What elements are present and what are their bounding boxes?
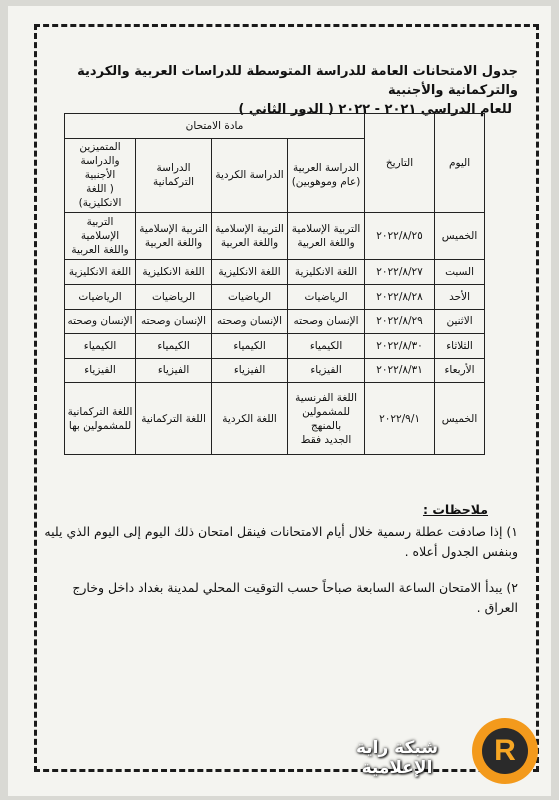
cell-foreign: الرياضيات — [65, 284, 136, 309]
title-line-2: للعام الدراسي ٢٠٢١ - ٢٠٢٢ ( الدور الثاني ) — [238, 102, 512, 117]
table-row — [65, 358, 485, 383]
table-row — [65, 334, 485, 359]
header-arabic-text: الدراسة العربية (عام وموهوبين) — [291, 162, 361, 189]
cell-foreign: الفيزياء — [65, 358, 136, 383]
cell-date: ٢٠٢٢/٨/٢٨ — [365, 284, 435, 309]
table-row — [65, 260, 485, 285]
cell-turkmen: الرياضيات — [136, 284, 212, 309]
cell-kurdish: التربية الإسلامية واللغة العربية — [212, 213, 288, 260]
cell-date: ٢٠٢٢/٨/٢٧ — [365, 260, 435, 285]
cell-foreign: الإنسان وصحته — [65, 309, 136, 334]
header-arabic — [288, 138, 365, 213]
cell-arabic: اللغة الانكليزية — [288, 260, 365, 285]
cell-arabic: الرياضيات — [288, 284, 365, 309]
cell-arabic: الفيزياء — [288, 358, 365, 383]
cell-turkmen: الإنسان وصحته — [136, 309, 212, 334]
watermark-text: شبكة راية الإعلامية — [355, 738, 439, 778]
cell-day: الأحد — [435, 284, 485, 309]
cell-kurdish: الكيمياء — [212, 334, 288, 359]
cell-date: ٢٠٢٢/٨/٢٩ — [365, 309, 435, 334]
cell-foreign: اللغة الانكليزية — [65, 260, 136, 285]
cell-kurdish: الفيزياء — [212, 358, 288, 383]
cell-date: ٢٠٢٢/٨/٣٠ — [365, 334, 435, 359]
header-date: التاريخ — [365, 114, 435, 213]
cell-kurdish: الرياضيات — [212, 284, 288, 309]
cell-foreign: اللغة التركمانية للمشمولين بها — [65, 383, 136, 455]
header-day: اليوم — [435, 114, 485, 213]
cell-day: الاثنين — [435, 309, 485, 334]
table-row — [65, 284, 485, 309]
cell-arabic: الإنسان وصحته — [288, 309, 365, 334]
cell-day: الأربعاء — [435, 358, 485, 383]
header-foreign — [65, 138, 136, 213]
cell-turkmen: التربية الإسلامية واللغة العربية — [136, 213, 212, 260]
header-subject-group: مادة الامتحان — [65, 114, 365, 139]
title-line-1: جدول الامتحانات العامة للدراسة المتوسطة للدراسات العربية والكردية والتركمانية والأجنبية — [77, 64, 518, 98]
cell-turkmen: الفيزياء — [136, 358, 212, 383]
cell-arabic: اللغة الفرنسية للمشمولين بالمنهج الجديد فقط — [288, 383, 365, 455]
table-row — [65, 213, 485, 260]
cell-foreign: التربية الإسلامية واللغة العربية — [65, 213, 136, 260]
cell-day: الخميس — [435, 383, 485, 455]
header-foreign-text: المتميزين والدراسة الأجنبية ( اللغة الانكليزية) — [78, 141, 122, 210]
schedule-rows — [65, 213, 485, 455]
raya-logo — [472, 718, 538, 784]
cell-day: الثلاثاء — [435, 334, 485, 359]
exam-schedule-table — [64, 113, 485, 455]
logo-letter: R — [482, 728, 528, 774]
cell-kurdish: اللغة الانكليزية — [212, 260, 288, 285]
table-row — [65, 309, 485, 334]
cell-day: الخميس — [435, 213, 485, 260]
notes-title: ملاحظات : — [422, 502, 488, 517]
header-turkmen: الدراسة التركمانية — [136, 138, 212, 213]
cell-date: ٢٠٢٢/٨/٣١ — [365, 358, 435, 383]
header-kurdish: الدراسة الكردية — [212, 138, 288, 213]
table-row — [65, 383, 485, 455]
notes-section — [40, 500, 518, 618]
cell-kurdish: الإنسان وصحته — [212, 309, 288, 334]
note-1: ١) إذا صادفت عطلة رسمية خلال أيام الامتحانات فينقل امتحان ذلك اليوم إلى اليوم الذي يليه وبنفس الجدول أعلاه . — [44, 524, 518, 559]
cell-date: ٢٠٢٢/٨/٢٥ — [365, 213, 435, 260]
cell-arabic: الكيمياء — [288, 334, 365, 359]
note-2: ٢) يبدأ الامتحان الساعة السابعة صباحاً حسب التوقيت المحلي لمدينة بغداد داخل وخارج العراق . — [72, 580, 518, 615]
cell-turkmen: اللغة الانكليزية — [136, 260, 212, 285]
cell-day: السبت — [435, 260, 485, 285]
document-title — [48, 62, 518, 119]
cell-arabic: التربية الإسلامية واللغة العربية — [288, 213, 365, 260]
cell-kurdish: اللغة الكردية — [212, 383, 288, 455]
cell-date: ٢٠٢٢/٩/١ — [365, 383, 435, 455]
cell-turkmen: الكيمياء — [136, 334, 212, 359]
cell-foreign: الكيمياء — [65, 334, 136, 359]
cell-turkmen: اللغة التركمانية — [136, 383, 212, 455]
